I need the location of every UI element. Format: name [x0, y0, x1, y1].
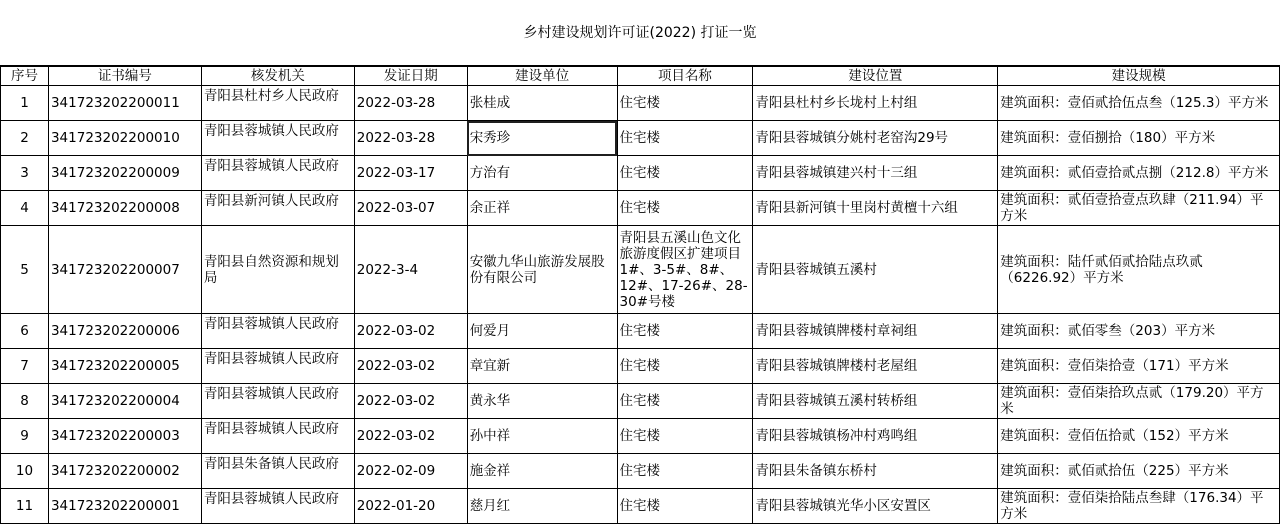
- cell-scale[interactable]: 建筑面积：壹佰柒拾壹（171）平方米: [998, 349, 1280, 384]
- cell-issuer[interactable]: 青阳县杜村乡人民政府: [201, 86, 354, 121]
- cell-index[interactable]: 4: [1, 191, 49, 226]
- cell-issuer[interactable]: 青阳县蓉城镇人民政府: [201, 489, 354, 524]
- header-project: 项目名称: [617, 67, 753, 86]
- cell-project[interactable]: 住宅楼: [617, 349, 753, 384]
- cell-builder[interactable]: 施金祥: [467, 454, 617, 489]
- cell-cert-no[interactable]: 341723202200010: [48, 121, 201, 156]
- cell-scale[interactable]: 建筑面积：贰佰零叁（203）平方米: [998, 314, 1280, 349]
- cell-issue-date[interactable]: 2022-3-4: [354, 226, 467, 314]
- cell-project[interactable]: 住宅楼: [617, 384, 753, 419]
- cell-location[interactable]: 青阳县蓉城镇光华小区安置区: [753, 489, 998, 524]
- header-scale: 建设规模: [998, 67, 1280, 86]
- table-row: [1, 191, 1280, 226]
- cell-builder[interactable]: 方治有: [467, 156, 617, 191]
- cell-issue-date[interactable]: 2022-03-02: [354, 314, 467, 349]
- title-area: [0, 0, 1280, 66]
- cell-issue-date[interactable]: 2022-03-28: [354, 86, 467, 121]
- cell-location[interactable]: 青阳县蓉城镇分姚村老窑沟29号: [753, 121, 998, 156]
- cell-index[interactable]: 9: [1, 419, 49, 454]
- cell-cert-no[interactable]: 341723202200006: [48, 314, 201, 349]
- cell-builder[interactable]: 余正祥: [467, 191, 617, 226]
- cell-issue-date[interactable]: 2022-01-20: [354, 489, 467, 524]
- cell-location[interactable]: 青阳县杜村乡长垅村上村组: [753, 86, 998, 121]
- cell-issuer[interactable]: 青阳县蓉城镇人民政府: [201, 314, 354, 349]
- cell-location[interactable]: 青阳县朱备镇东桥村: [753, 454, 998, 489]
- cell-index[interactable]: 10: [1, 454, 49, 489]
- header-index: 序号: [1, 67, 49, 86]
- cell-scale[interactable]: 建筑面积：壹佰柒拾玖点贰（179.20）平方米: [998, 384, 1280, 419]
- cell-location[interactable]: 青阳县蓉城镇杨冲村鸡鸣组: [753, 419, 998, 454]
- table-row: [1, 121, 1280, 156]
- cell-issue-date[interactable]: 2022-03-07: [354, 191, 467, 226]
- cell-builder[interactable]: 何爱月: [467, 314, 617, 349]
- cell-builder-selected[interactable]: 宋秀珍: [467, 121, 617, 156]
- cell-project[interactable]: 住宅楼: [617, 121, 753, 156]
- cell-scale[interactable]: 建筑面积：陆仟贰佰贰拾陆点玖贰（6226.92）平方米: [998, 226, 1280, 314]
- header-location: 建设位置: [753, 67, 998, 86]
- cell-cert-no[interactable]: 341723202200004: [48, 384, 201, 419]
- cell-builder[interactable]: 黄永华: [467, 384, 617, 419]
- table-row: [1, 86, 1280, 121]
- cell-scale[interactable]: 建筑面积：贰佰壹拾贰点捌（212.8）平方米: [998, 156, 1280, 191]
- cell-index[interactable]: 8: [1, 384, 49, 419]
- cell-index[interactable]: 2: [1, 121, 49, 156]
- cell-issuer[interactable]: 青阳县蓉城镇人民政府: [201, 156, 354, 191]
- cell-scale[interactable]: 建筑面积：壹佰贰拾伍点叁（125.3）平方米: [998, 86, 1280, 121]
- cell-issue-date[interactable]: 2022-03-02: [354, 384, 467, 419]
- table-row: [1, 384, 1280, 419]
- cell-issuer[interactable]: 青阳县蓉城镇人民政府: [201, 419, 354, 454]
- cell-cert-no[interactable]: 341723202200002: [48, 454, 201, 489]
- page-title: 乡村建设规划许可证(2022) 打证一览: [523, 25, 757, 41]
- cell-project[interactable]: 住宅楼: [617, 454, 753, 489]
- table-row: [1, 314, 1280, 349]
- header-row: [1, 67, 1280, 86]
- cell-scale[interactable]: 建筑面积：壹佰柒拾陆点叁肆（176.34）平方米: [998, 489, 1280, 524]
- cell-location[interactable]: 青阳县蓉城镇五溪村: [753, 226, 998, 314]
- cell-index[interactable]: 7: [1, 349, 49, 384]
- cell-index[interactable]: 6: [1, 314, 49, 349]
- cell-cert-no[interactable]: 341723202200001: [48, 489, 201, 524]
- cell-issuer[interactable]: 青阳县自然资源和规划局: [201, 226, 354, 314]
- cell-issue-date[interactable]: 2022-02-09: [354, 454, 467, 489]
- cell-builder[interactable]: 慈月红: [467, 489, 617, 524]
- cell-cert-no[interactable]: 341723202200011: [48, 86, 201, 121]
- cell-builder[interactable]: 孙中祥: [467, 419, 617, 454]
- cell-issuer[interactable]: 青阳县新河镇人民政府: [201, 191, 354, 226]
- cell-project[interactable]: 青阳县五溪山色文化旅游度假区扩建项目1#、3-5#、8#、12#、17-26#、28-30#号楼: [617, 226, 753, 314]
- cell-builder[interactable]: 安徽九华山旅游发展股份有限公司: [467, 226, 617, 314]
- cell-index[interactable]: 3: [1, 156, 49, 191]
- cell-issue-date[interactable]: 2022-03-17: [354, 156, 467, 191]
- header-cert-no: 证书编号: [48, 67, 201, 86]
- cell-cert-no[interactable]: 341723202200007: [48, 226, 201, 314]
- table-row: [1, 419, 1280, 454]
- permit-table: [0, 66, 1280, 524]
- cell-issue-date[interactable]: 2022-03-28: [354, 121, 467, 156]
- table-row: [1, 489, 1280, 524]
- cell-issue-date[interactable]: 2022-03-02: [354, 349, 467, 384]
- cell-project[interactable]: 住宅楼: [617, 156, 753, 191]
- cell-builder[interactable]: 张桂成: [467, 86, 617, 121]
- cell-project[interactable]: 住宅楼: [617, 489, 753, 524]
- cell-issuer[interactable]: 青阳县蓉城镇人民政府: [201, 349, 354, 384]
- cell-cert-no[interactable]: 341723202200008: [48, 191, 201, 226]
- cell-project[interactable]: 住宅楼: [617, 314, 753, 349]
- cell-index[interactable]: 5: [1, 226, 49, 314]
- cell-project[interactable]: 住宅楼: [617, 86, 753, 121]
- cell-location[interactable]: 青阳县蓉城镇五溪村转桥组: [753, 384, 998, 419]
- cell-scale[interactable]: 建筑面积：贰佰贰拾伍（225）平方米: [998, 454, 1280, 489]
- cell-cert-no[interactable]: 341723202200009: [48, 156, 201, 191]
- cell-index[interactable]: 1: [1, 86, 49, 121]
- table-row: [1, 349, 1280, 384]
- header-builder: 建设单位: [467, 67, 617, 86]
- cell-scale[interactable]: 建筑面积：壹佰伍拾贰（152）平方米: [998, 419, 1280, 454]
- cell-project[interactable]: 住宅楼: [617, 419, 753, 454]
- table-row: [1, 156, 1280, 191]
- cell-cert-no[interactable]: 341723202200005: [48, 349, 201, 384]
- cell-location[interactable]: 青阳县蓉城镇建兴村十三组: [753, 156, 998, 191]
- cell-issuer[interactable]: 青阳县蓉城镇人民政府: [201, 121, 354, 156]
- cell-builder[interactable]: 章宜新: [467, 349, 617, 384]
- cell-issue-date[interactable]: 2022-03-02: [354, 419, 467, 454]
- cell-scale[interactable]: 建筑面积：贰佰壹拾壹点玖肆（211.94）平方米: [998, 191, 1280, 226]
- header-issuer: 核发机关: [201, 67, 354, 86]
- cell-location[interactable]: 青阳县蓉城镇牌楼村老屋组: [753, 349, 998, 384]
- cell-location[interactable]: 青阳县蓉城镇牌楼村章祠组: [753, 314, 998, 349]
- table-row: [1, 226, 1280, 314]
- cell-scale[interactable]: 建筑面积：壹佰捌拾（180）平方米: [998, 121, 1280, 156]
- cell-index[interactable]: 11: [1, 489, 49, 524]
- cell-project[interactable]: 住宅楼: [617, 191, 753, 226]
- table-row: [1, 454, 1280, 489]
- cell-location[interactable]: 青阳县新河镇十里岗村黄檀十六组: [753, 191, 998, 226]
- cell-cert-no[interactable]: 341723202200003: [48, 419, 201, 454]
- cell-issuer[interactable]: 青阳县蓉城镇人民政府: [201, 384, 354, 419]
- cell-issuer[interactable]: 青阳县朱备镇人民政府: [201, 454, 354, 489]
- header-issue-date: 发证日期: [354, 67, 467, 86]
